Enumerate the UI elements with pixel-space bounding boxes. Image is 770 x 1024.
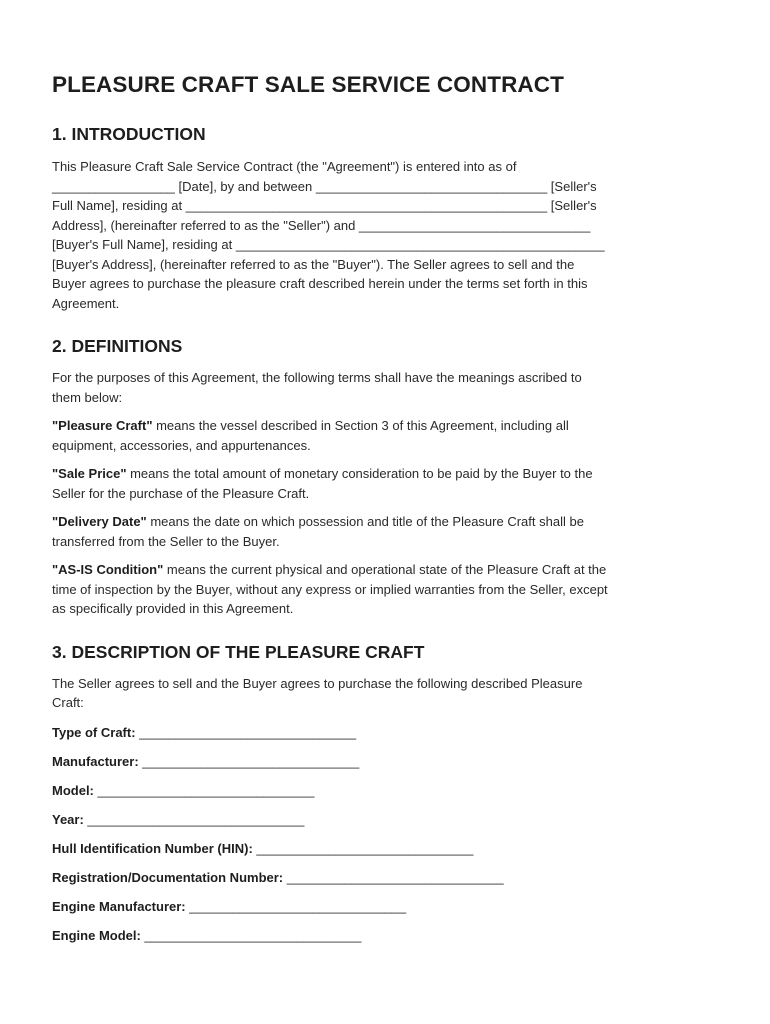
intro-line: Buyer agrees to purchase the pleasure craft described herein under the terms set forth in this (52, 276, 588, 291)
section-heading-description: 3. DESCRIPTION OF THE PLEASURE CRAFT (52, 641, 425, 662)
field-blank[interactable]: ______________________________ (93, 782, 315, 798)
definition-text: Seller for the purchase of the Pleasure Craft. (52, 485, 310, 501)
definitions-intro-line: For the purposes of this Agreement, the following terms shall have the meanings ascribed to (52, 370, 582, 385)
field-year (52, 810, 720, 829)
field-label: Model: (52, 782, 94, 798)
definition-term: "AS-IS Condition" (52, 562, 164, 577)
intro-line: _________________ [Date], by and between ________________________________ [Seller's (52, 178, 597, 194)
definition-pleasure-craft (52, 416, 720, 455)
definition-term: "Pleasure Craft" (52, 418, 153, 433)
definition-term: "Sale Price" (52, 466, 127, 481)
intro-line: Agreement. (52, 295, 120, 311)
introduction-paragraph (52, 157, 720, 313)
definition-text: means the total amount of monetary consideration to be paid by the Buyer to the (126, 466, 593, 481)
field-blank[interactable]: ______________________________ (83, 811, 305, 827)
intro-line: This Pleasure Craft Sale Service Contract (the "Agreement") is entered into as of (52, 159, 517, 174)
definition-text: means the vessel described in Section 3 of this Agreement, including all (152, 418, 569, 433)
intro-line: Full Name], residing at __________________________________________________ [Seller's (52, 198, 597, 213)
definition-as-is-condition (52, 560, 720, 619)
field-blank[interactable]: ______________________________ (185, 898, 407, 914)
field-label: Registration/Documentation Number: (52, 869, 284, 885)
intro-line: [Buyer's Full Name], residing at ___________________________________________________ (52, 237, 605, 252)
document-page (52, 70, 720, 945)
field-engine-manufacturer (52, 897, 720, 916)
document-title: PLEASURE CRAFT SALE SERVICE CONTRACT (52, 72, 564, 97)
definition-text: equipment, accessories, and appurtenances. (52, 437, 311, 453)
field-label: Manufacturer: (52, 753, 139, 769)
definition-text: transferred from the Seller to the Buyer. (52, 533, 280, 549)
field-label: Engine Manufacturer: (52, 898, 186, 914)
definition-text: time of inspection by the Buyer, without any express or implied warranties from the Seller, except (52, 581, 608, 597)
field-blank[interactable]: ______________________________ (140, 927, 362, 943)
definitions-intro-line: them below: (52, 389, 123, 405)
field-blank[interactable]: ______________________________ (252, 840, 474, 856)
definition-text: means the date on which possession and title of the Pleasure Craft shall be (146, 514, 584, 529)
definition-delivery-date (52, 512, 720, 551)
field-blank[interactable]: ______________________________ (135, 724, 357, 740)
description-intro (52, 674, 720, 713)
definition-text: means the current physical and operational state of the Pleasure Craft at the (163, 562, 607, 577)
field-hin (52, 839, 720, 858)
definitions-intro (52, 368, 720, 407)
definition-sale-price (52, 464, 720, 503)
field-model (52, 781, 720, 800)
section-heading-introduction: 1. INTRODUCTION (52, 124, 206, 144)
definition-term: "Delivery Date" (52, 514, 147, 529)
field-type-of-craft (52, 723, 720, 742)
description-intro-line: Craft: (52, 695, 84, 710)
field-blank[interactable]: ______________________________ (138, 753, 360, 769)
description-intro-line: The Seller agrees to sell and the Buyer agrees to purchase the following described Pleasure (52, 675, 583, 691)
field-label: Type of Craft: (52, 724, 136, 740)
field-label: Hull Identification Number (HIN): (52, 840, 253, 856)
field-manufacturer (52, 752, 720, 771)
field-label: Year: (52, 811, 84, 827)
craft-fields (52, 723, 720, 945)
section-heading-definitions: 2. DEFINITIONS (52, 336, 183, 356)
field-blank[interactable]: ______________________________ (283, 869, 504, 885)
field-registration-number (52, 868, 720, 887)
intro-line: [Buyer's Address], (hereinafter referred to as the "Buyer"). The Seller agrees to sell and the (52, 256, 575, 272)
field-engine-model (52, 926, 720, 945)
intro-line: Address], (hereinafter referred to as the "Seller") and ________________________________ (52, 217, 591, 233)
field-label: Engine Model: (52, 927, 141, 943)
definition-text: as specifically provided in this Agreement. (52, 601, 294, 616)
